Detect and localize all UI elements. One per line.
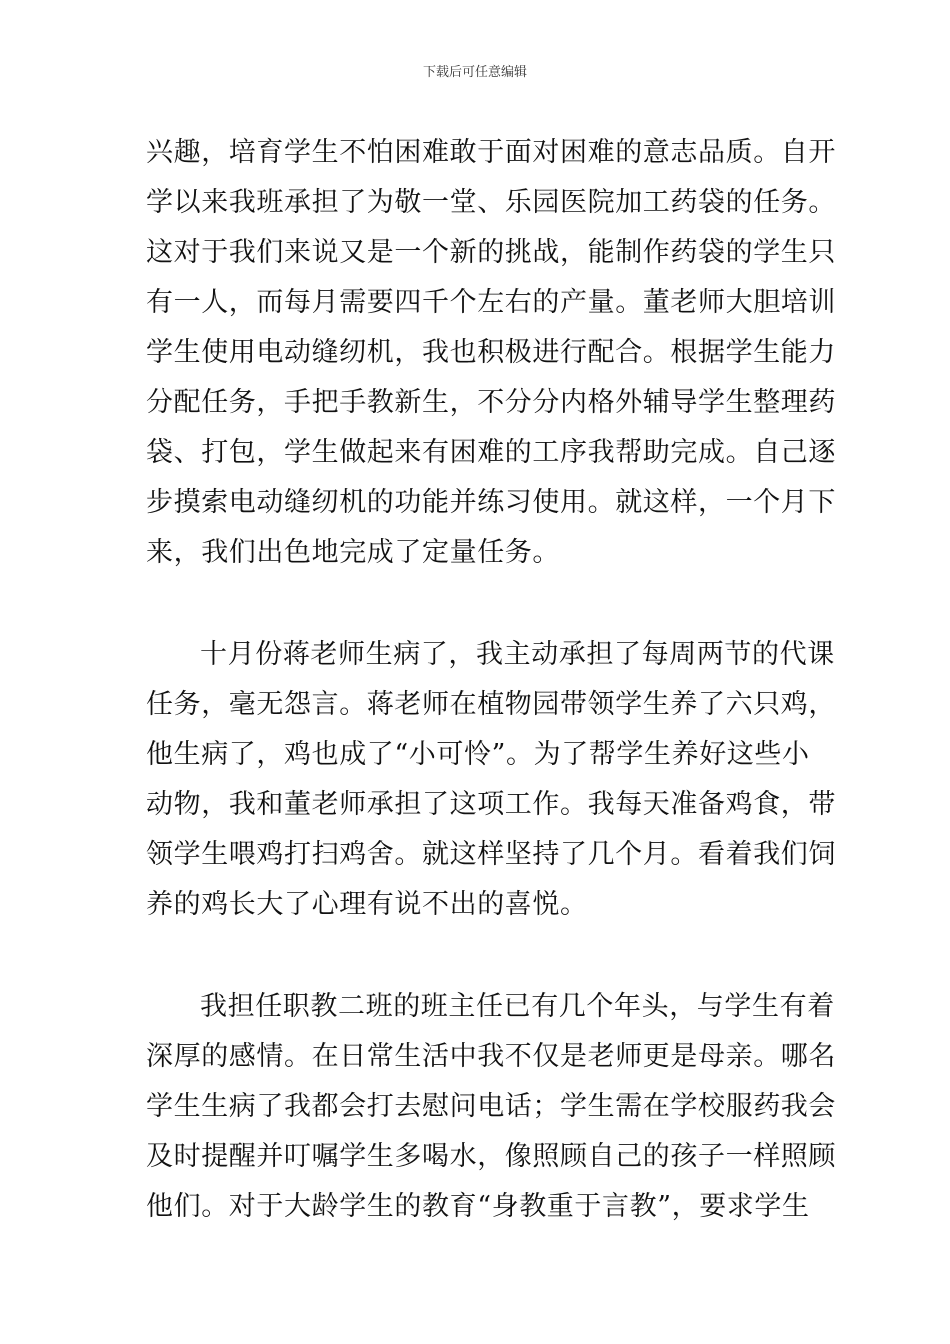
document-body — [146, 128, 836, 1232]
paragraph-line: 动物，我和董老师承担了这项工作。我每天准备鸡食，带 — [146, 789, 836, 820]
paragraph-line: 分配任务，手把手教新生，不分分内格外辅导学生整理药 — [146, 387, 836, 418]
paragraph-line: 任务，毫无怨言。蒋老师在植物园带领学生养了六只鸡， — [146, 689, 836, 720]
paragraph-3 — [146, 982, 836, 1232]
paragraph-line: 步摸索电动缝纫机的功能并练习使用。就这样，一个月下 — [146, 487, 836, 518]
paragraph-line: 及时提醒并叮嘱学生多喝水，像照顾自己的孩子一样照顾 — [146, 1141, 836, 1172]
paragraph-line: 他们。对于大龄学生的教育“身教重于言教”，要求学生 — [146, 1191, 810, 1222]
paragraph-line: 袋、打包，学生做起来有困难的工序我帮助完成。自己逐 — [146, 437, 836, 468]
paragraph-line: 学生使用电动缝纫机，我也积极进行配合。根据学生能力 — [146, 337, 836, 368]
paragraph-spacer — [146, 930, 816, 982]
paragraph-spacer — [146, 578, 816, 630]
paragraph-line: 十月份蒋老师生病了，我主动承担了每周两节的代课 — [200, 639, 835, 670]
paragraph-line: 深厚的感情。在日常生活中我不仅是老师更是母亲。哪名 — [146, 1041, 836, 1072]
paragraph-line: 来，我们出色地完成了定量任务。 — [146, 537, 560, 568]
page-header: 下载后可任意编辑 — [422, 65, 527, 80]
paragraph-line: 领学生喂鸡打扫鸡舍。就这样坚持了几个月。看着我们饲 — [146, 839, 836, 870]
paragraph-line: 这对于我们来说又是一个新的挑战，能制作药袋的学生只 — [146, 237, 836, 268]
paragraph-line: 我担任职教二班的班主任已有几个年头，与学生有着 — [200, 991, 835, 1022]
paragraph-line: 他生病了，鸡也成了“小可怜”。为了帮学生养好这些小 — [146, 739, 810, 770]
paragraph-1 — [146, 128, 836, 578]
paragraph-line: 养的鸡长大了心理有说不出的喜悦。 — [146, 889, 588, 920]
paragraph-2 — [146, 630, 836, 930]
paragraph-line: 学生生病了我都会打去慰问电话；学生需在学校服药我会 — [146, 1091, 836, 1122]
paragraph-line: 兴趣，培育学生不怕困难敢于面对困难的意志品质。自开 — [146, 137, 836, 168]
paragraph-line: 有一人，而每月需要四千个左右的产量。董老师大胆培训 — [146, 287, 836, 318]
paragraph-line: 学以来我班承担了为敬一堂、乐园医院加工药袋的任务。 — [146, 187, 836, 218]
